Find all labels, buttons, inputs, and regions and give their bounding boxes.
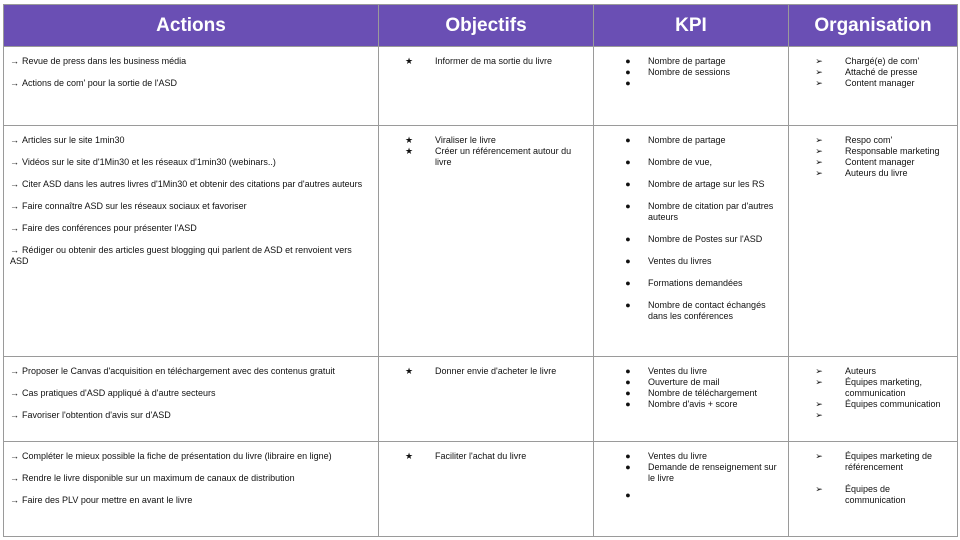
action-item: → Proposer le Canvas d'acquisition en téléchargement avec des contenus gratuit (10, 365, 335, 376)
kpi-item: ● Nombre de partage (600, 135, 782, 146)
arrow-icon: → (10, 365, 19, 376)
bullet-icon: ● (625, 67, 631, 77)
kpi-item: ● Demande de renseignement sur le livre (600, 462, 782, 484)
chevron-icon: ➢ (815, 135, 823, 146)
organisation-item: ➢ Chargé(e) de com' (795, 56, 951, 67)
kpi-item: ● Nombre de téléchargement (600, 388, 782, 399)
kpi-item: ● Nombre de contact échangés dans les conférences (600, 300, 782, 322)
organisation-cell (789, 442, 958, 537)
bullet-icon: ● (625, 451, 631, 462)
kpi-item: ● Nombre d'avis + score (600, 399, 782, 410)
arrow-icon: → (10, 409, 19, 420)
objectifs-cell (379, 47, 594, 126)
actions-cell (4, 47, 379, 126)
header-actions: Actions (4, 5, 379, 47)
organisation-item: ➢ Respo com' (795, 135, 951, 146)
chevron-icon: ➢ (815, 365, 823, 376)
organisation-item: ➢ Auteurs du livre (795, 168, 951, 179)
action-item: → Compléter le mieux possible la fiche de présentation du livre (libraire en ligne) (10, 451, 332, 462)
bullet-icon: ● (625, 256, 631, 267)
chevron-icon: ➢ (815, 157, 823, 168)
table-row (4, 356, 958, 441)
chevron-icon: ➢ (815, 146, 823, 157)
header-kpi: KPI (594, 5, 789, 47)
chevron-icon: ➢ (815, 484, 823, 495)
star-icon: ★ (404, 146, 414, 157)
arrow-icon: → (10, 135, 19, 146)
kpi-item: ● Nombre de Postes sur l'ASD (600, 234, 782, 245)
action-item: → Actions de com' pour la sortie de l'ASD (10, 78, 178, 88)
organisation-item: ➢ Équipes de communication (795, 484, 951, 506)
chevron-icon: ➢ (815, 451, 823, 462)
arrow-icon: → (10, 78, 19, 88)
action-item: → Vidéos sur le site d'1Min30 et les réseaux d'1min30 (webinars..) (10, 157, 276, 168)
table-row (4, 126, 958, 357)
kpi-item: ● Ventes du livre (600, 451, 782, 462)
bullet-icon: ● (625, 157, 631, 168)
chevron-icon: ➢ (815, 409, 823, 420)
header-objectifs: Objectifs (379, 5, 594, 47)
chevron-icon: ➢ (815, 67, 823, 77)
objective-item: ★ Donner envie d'acheter le livre (385, 366, 587, 377)
arrow-icon: → (10, 451, 19, 462)
kpi-item (600, 490, 782, 501)
arrow-icon: → (10, 56, 19, 66)
bullet-icon: ● (625, 135, 631, 146)
star-icon: ★ (404, 365, 414, 376)
arrow-icon: → (10, 473, 19, 484)
organisation-item: ➢ Attaché de presse (795, 67, 951, 78)
kpi-item: ● Nombre de partage (600, 56, 782, 67)
organisation-cell (789, 126, 958, 357)
action-item: → Favoriser l'obtention d'avis sur d'ASD (10, 409, 171, 420)
kpi-cell (594, 47, 789, 126)
arrow-icon: → (10, 223, 19, 234)
star-icon: ★ (404, 451, 414, 462)
bullet-icon: ● (625, 387, 631, 398)
bullet-icon: ● (625, 179, 631, 190)
bullet-icon: ● (625, 78, 631, 88)
action-item: → Articles sur le site 1min30 (10, 135, 125, 146)
chevron-icon: ➢ (815, 168, 823, 179)
table-row (4, 442, 958, 537)
objective-item: ★ Faciliter l'achat du livre (385, 451, 587, 462)
chevron-icon: ➢ (815, 78, 823, 88)
arrow-icon: → (10, 179, 19, 190)
chevron-icon: ➢ (815, 398, 823, 409)
star-icon: ★ (404, 135, 414, 146)
bullet-icon: ● (625, 398, 631, 409)
star-icon: ★ (404, 56, 414, 66)
bullet-icon: ● (625, 376, 631, 387)
table-row (4, 47, 958, 126)
kpi-item: ● Nombre de citation par d'autres auteurs (600, 201, 782, 223)
arrow-icon: → (10, 201, 19, 212)
organisation-item: ➢ Responsable marketing (795, 146, 951, 157)
bullet-icon: ● (625, 278, 631, 289)
organisation-item: ➢ Content manager (795, 157, 951, 168)
bullet-icon: ● (625, 234, 631, 245)
header-row (4, 5, 958, 47)
bullet-icon: ● (625, 490, 631, 501)
bullet-icon: ● (625, 462, 631, 473)
objective-item: ★ Viraliser le livre (385, 135, 587, 146)
kpi-item: ● Nombre de sessions (600, 67, 782, 78)
kpi-cell (594, 442, 789, 537)
bullet-icon: ● (625, 365, 631, 376)
objectifs-cell (379, 442, 594, 537)
organisation-item: ➢ Équipes marketing de référencement (795, 451, 951, 473)
action-item: → Rédiger ou obtenir des articles guest blogging qui parlent de ASD et renvoient vers ASD (10, 245, 352, 267)
organisation-item: ➢ Équipes communication (795, 399, 951, 410)
kpi-item: ● Nombre de vue, (600, 157, 782, 168)
action-item: → Cas pratiques d'ASD appliqué à d'autre secteurs (10, 387, 216, 398)
objective-item: ★ Créer un référencement autour du livre (385, 146, 587, 168)
bullet-icon: ● (625, 56, 631, 66)
header-organisation: Organisation (789, 5, 958, 47)
objective-item: ★ Informer de ma sortie du livre (385, 56, 587, 67)
bullet-icon: ● (625, 201, 631, 212)
kpi-item: ● Ventes du livres (600, 256, 782, 267)
action-item: → Revue de press dans les business média (10, 56, 187, 66)
action-item: → Citer ASD dans les autres livres d'1Min30 et obtenir des citations par d'autres auteurs (10, 179, 363, 190)
organisation-cell (789, 356, 958, 441)
chevron-icon: ➢ (815, 376, 823, 387)
kpi-cell (594, 126, 789, 357)
organisation-item: ➢ Content manager (795, 78, 951, 89)
kpi-item (600, 78, 782, 89)
chevron-icon: ➢ (815, 56, 823, 66)
kpi-item: ● Ouverture de mail (600, 377, 782, 388)
actions-cell (4, 356, 379, 441)
kpi-item: ● Formations demandées (600, 278, 782, 289)
organisation-item: ➢ Équipes marketing, communication (795, 377, 951, 399)
action-item: → Faire connaître ASD sur les réseaux sociaux et favoriser (10, 201, 247, 212)
organisation-item (795, 410, 951, 421)
arrow-icon: → (10, 387, 19, 398)
actions-cell (4, 126, 379, 357)
arrow-icon: → (10, 495, 19, 506)
objectifs-cell (379, 356, 594, 441)
kpi-item: ● Ventes du livre (600, 366, 782, 377)
strategy-table (3, 4, 958, 537)
objectifs-cell (379, 126, 594, 357)
actions-cell (4, 442, 379, 537)
kpi-cell (594, 356, 789, 441)
kpi-item: ● Nombre de artage sur les RS (600, 179, 782, 190)
arrow-icon: → (10, 245, 19, 256)
arrow-icon: → (10, 157, 19, 168)
organisation-cell (789, 47, 958, 126)
bullet-icon: ● (625, 300, 631, 311)
action-item: → Rendre le livre disponible sur un maximum de canaux de distribution (10, 473, 295, 484)
organisation-item: ➢ Auteurs (795, 366, 951, 377)
action-item: → Faire des conférences pour présenter l'ASD (10, 223, 197, 234)
action-item: → Faire des PLV pour mettre en avant le livre (10, 495, 193, 506)
